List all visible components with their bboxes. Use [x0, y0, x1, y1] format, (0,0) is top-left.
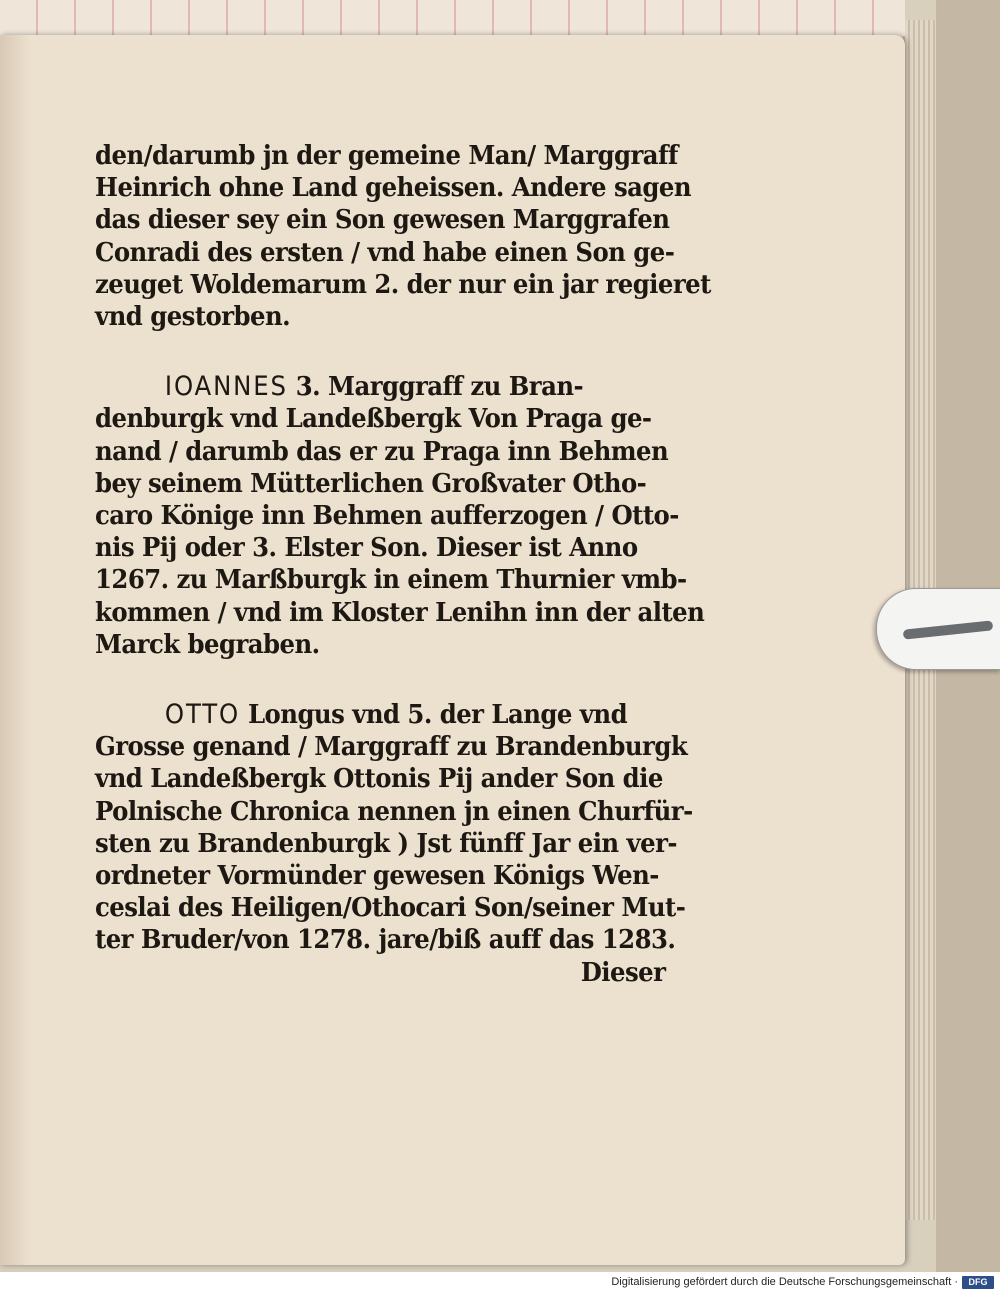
text-line: ter Bruder/von 1278. jare/biß auff das 1283. [95, 924, 676, 956]
paragraph-lead-word: OTTO [164, 699, 241, 731]
text-line: Marck begraben. [95, 628, 320, 660]
text-line: sten zu Brandenburgk ) Jst fünff Jar ein ver- [95, 827, 677, 859]
text-line: vnd Landeßbergk Ottonis Pij ander Son die [95, 763, 663, 795]
text-line: ordneter Vormünder gewesen Königs Wen- [95, 860, 659, 892]
text-line: bey seinem Mütterlichen Großvater Otho- [95, 467, 647, 499]
text-line: kommen / vnd im Kloster Lenihn inn der alten [95, 596, 705, 628]
paragraph-3-otto [95, 699, 735, 989]
text-line: ceslai des Heiligen/Othocari Son/seiner Mut- [95, 892, 686, 924]
text-line: 1267. zu Marßburgk in einem Thurnier vmb- [95, 564, 687, 596]
text-line: nis Pij oder 3. Elster Son. Dieser ist Anno [95, 532, 638, 564]
text-line: Heinrich ohne Land geheissen. Andere sagen [95, 172, 692, 204]
text-line-rest: 3. Marggraff zu Bran- [287, 371, 584, 403]
text-line-rest: Longus vnd 5. der Lange vnd [240, 699, 628, 731]
text-line: vnd gestorben. [95, 301, 291, 333]
previous-page-strip [0, 0, 905, 36]
text-line: zeuget Woldemarum 2. der nur ein jar regieret [95, 268, 711, 300]
text-line: den/darumb jn der gemeine Man/ Marggraff [95, 140, 678, 171]
catchword: Dieser [580, 956, 666, 988]
funding-note: Digitalisierung gefördert durch die Deutsche Forschungsgemeinschaft · [611, 1276, 958, 1288]
plastic-bookmark-clip [876, 588, 1000, 670]
text-line: das dieser sey ein Son gewesen Marggrafen [95, 204, 670, 236]
text-line: nand / darumb das er zu Praga inn Behmen [95, 435, 669, 467]
footer-credit [0, 1272, 1000, 1293]
red-ruling-lines [0, 0, 905, 36]
text-line: Polnische Chronica nennen jn einen Churfür- [95, 795, 693, 827]
dfg-logo-icon: DFG [962, 1276, 994, 1289]
bookmark-slot [903, 620, 994, 639]
gutter-shadow [0, 35, 30, 1265]
paragraph-1 [95, 140, 735, 333]
page-text [95, 140, 735, 989]
text-line: caro Könige inn Behmen aufferzogen / Otto- [95, 500, 679, 532]
paragraph-2-ioannes [95, 371, 735, 661]
text-line: denburgk vnd Landeßbergk Von Praga ge- [95, 403, 652, 435]
text-line [95, 699, 684, 731]
text-line: Grosse genand / Marggraff zu Brandenburgk [95, 731, 688, 763]
text-line: Conradi des ersten / vnd habe einen Son ge- [95, 236, 675, 268]
paragraph-lead-word: IOANNES [164, 371, 288, 403]
text-line [95, 371, 684, 403]
